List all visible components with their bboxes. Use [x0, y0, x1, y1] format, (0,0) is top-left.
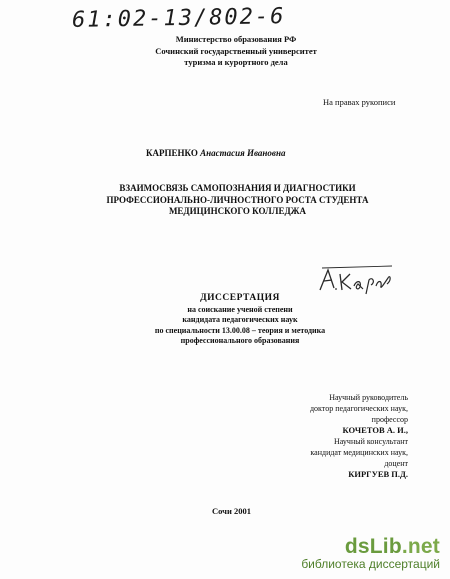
- dissertation-heading: ДИССЕРТАЦИЯ: [200, 293, 280, 303]
- dissertation-line: на соискание ученой степени: [187, 304, 293, 314]
- supervisor-title: профессор: [371, 415, 408, 424]
- consultant-degree: кандидат медицинских наук,: [310, 448, 408, 457]
- header-line: туризма и курортного дела: [184, 57, 288, 67]
- manuscript-rights: На правах рукописи: [323, 97, 396, 107]
- header-line: Сочинский государственный университет: [155, 45, 317, 56]
- title-line: ВЗАИМОСВЯЗЬ САМОПОЗНАНИЯ И ДИАГНОСТИКИ: [119, 183, 356, 193]
- institution-header: [120, 34, 352, 69]
- supervisors-block: [310, 392, 408, 480]
- dissertation-line: кандидата педагогических наук: [182, 315, 298, 324]
- watermark-logo-main: dsLib: [344, 535, 402, 558]
- supervisor-name: КОЧЕТОВ А. И.,: [342, 425, 408, 435]
- consultant-role: Научный консультант: [334, 437, 408, 446]
- thesis-title: [100, 183, 375, 218]
- watermark-subtitle: библиотека диссертаций: [301, 557, 440, 571]
- author: [146, 148, 285, 158]
- author-name: Анастасия Ивановна: [200, 148, 286, 158]
- supervisor-degree: доктор педагогических наук,: [309, 404, 408, 413]
- title-line: ПРОФЕССИОНАЛЬНО-ЛИЧНОСТНОГО РОСТА СТУДЕНТА: [106, 194, 369, 205]
- consultant-name: КИРГУЕВ П.Д.: [348, 469, 408, 479]
- watermark-logo-tld: .net: [401, 535, 440, 558]
- dissertation-line: профессионального образования: [180, 336, 300, 345]
- supervisor-role: Научный руководитель: [329, 393, 408, 402]
- dissertation-block: [110, 293, 370, 347]
- watermark-logo: [301, 535, 440, 559]
- dslib-watermark: [301, 535, 440, 571]
- archive-stamp: 61:02-13/802-6: [71, 4, 286, 33]
- city-year: Сочи 2001: [212, 506, 251, 516]
- title-line: МЕДИЦИНСКОГО КОЛЛЕДЖА: [168, 206, 307, 216]
- signature-icon: [316, 262, 396, 296]
- author-surname: КАРПЕНКО: [146, 148, 198, 158]
- dissertation-line: по специальности 13.00.08 – теория и методика: [154, 325, 326, 335]
- header-line: Министерство образования РФ: [175, 34, 297, 44]
- consultant-title: доцент: [384, 459, 408, 468]
